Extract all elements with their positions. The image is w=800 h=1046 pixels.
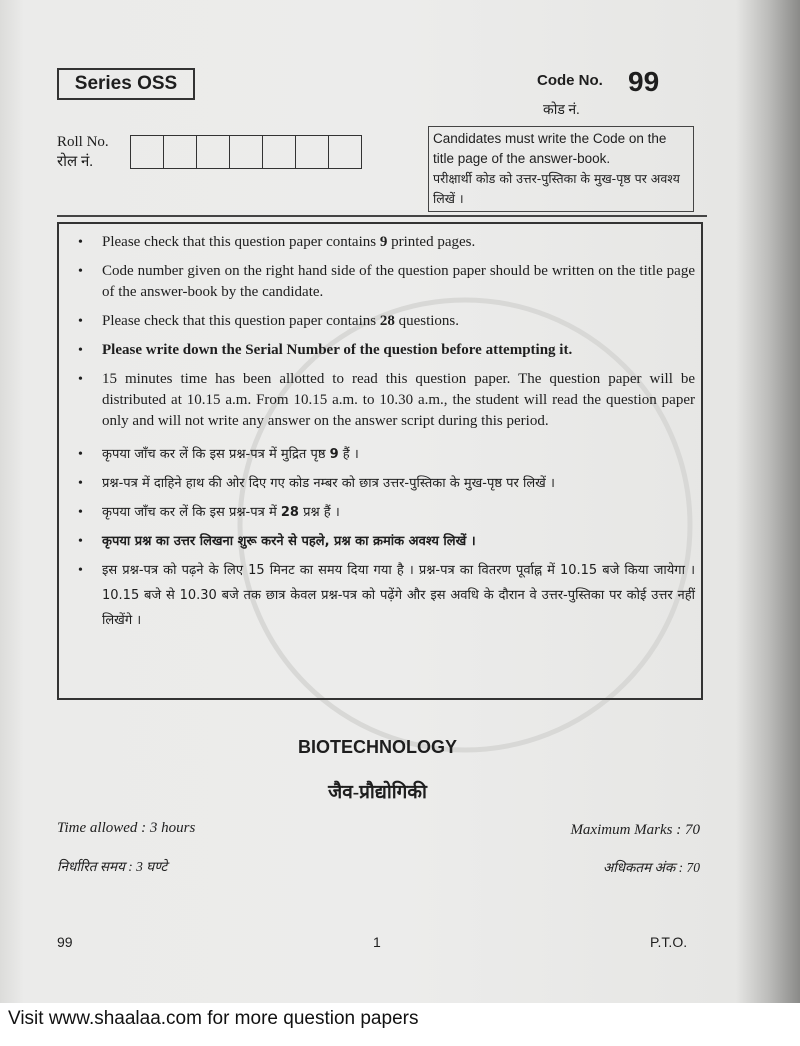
instruction-hi-3: [102, 500, 695, 525]
instruction-row: [59, 558, 695, 633]
roll-box: [164, 136, 197, 168]
roll-label-en: Roll No.: [57, 134, 109, 150]
bullet-icon: •: [78, 505, 83, 520]
roll-label-hi: रोल नं.: [57, 154, 94, 170]
bullet-icon: •: [78, 447, 83, 462]
bullet-icon: •: [78, 314, 83, 329]
instructions-english: [59, 232, 695, 432]
instruction-hi-5: [102, 558, 695, 633]
instruction-text: प्रश्न हैं ।: [298, 505, 340, 520]
roll-number-boxes: [130, 135, 362, 169]
instruction-text: questions.: [394, 313, 460, 329]
instruction-text: 9: [329, 447, 339, 462]
instruction-row: [59, 529, 695, 554]
code-label-hindi: कोड नं.: [543, 103, 580, 118]
roll-box: [230, 136, 263, 168]
instruction-en-1: [102, 232, 695, 253]
instruction-text: कृपया जाँच कर लें कि इस प्रश्न-पत्र में: [102, 505, 281, 520]
instruction-row: [59, 232, 695, 253]
instruction-row: [59, 369, 695, 432]
instruction-text: हैं ।: [338, 447, 359, 462]
roll-box: [263, 136, 296, 168]
instruction-row: [59, 442, 695, 467]
bullet-icon: •: [78, 264, 83, 279]
instruction-en-5: [102, 369, 695, 432]
instruction-en-3: [102, 311, 695, 332]
subject-title: BIOTECHNOLOGY: [297, 737, 457, 757]
roll-box: [329, 136, 361, 168]
maximum-marks: Maximum Marks : 70: [570, 822, 700, 838]
maximum-marks-hindi: अधिकतम अंक : 70: [602, 860, 700, 875]
instruction-text: 28: [280, 505, 299, 520]
instruction-text: प्रश्न-पत्र में दाहिने हाथ की ओर दिए गए कोड नम्बर को छात्र उत्तर-पुस्तिका के मुख-पृष्ठ पर लिखें ।: [102, 476, 555, 491]
footer-code: 99: [57, 934, 73, 950]
instruction-row: [59, 471, 695, 496]
instruction-text: Please check that this question paper contains: [102, 234, 380, 250]
bullet-icon: •: [78, 534, 83, 549]
instruction-row: [59, 500, 695, 525]
code-label: Code No.: [537, 72, 603, 89]
instruction-hi-2: [102, 471, 695, 496]
code-note-box: [428, 126, 694, 212]
instruction-en-2: [102, 261, 695, 303]
bullet-icon: •: [78, 235, 83, 250]
instruction-text: इस प्रश्न-पत्र को पढ़ने के लिए 15 मिनट का समय दिया गया है । प्रश्न-पत्र का वितरण पूर्वाह्न में 10.15 बजे किया जायेगा । 10.15 बजे से 10.30 बजे तक छात्र केवल प्रश्न-पत्र को पढ़ेंगे और इस अवधि के दौरान वे उत्तर-पुस्तिका पर कोई उत्तर नहीं लिखेंगे ।: [102, 563, 695, 628]
instruction-en-4: [102, 340, 695, 361]
roll-box: [197, 136, 230, 168]
instruction-text: 15 minutes time has been allotted to read this question paper. The question paper will be distributed at 10.15 a.m. From 10.15 a.m. to 10.30 a.m., the student will read the question paper only and will not write any answer on the answer script during this period.: [102, 371, 695, 429]
page-number: 1: [373, 934, 381, 950]
series-label: Series OSS: [57, 68, 195, 100]
instruction-text: 9: [379, 234, 388, 250]
visit-link[interactable]: Visit www.shaalaa.com for more question papers: [8, 1008, 419, 1029]
subject-title-hindi: जैव-प्रौद्योगिकी: [328, 782, 427, 803]
code-note-en: Candidates must write the Code on the title page of the answer-book.: [433, 131, 667, 166]
instruction-row: [59, 261, 695, 303]
code-note-hi: परीक्षार्थी कोड को उत्तर-पुस्तिका के मुख-पृष्ठ पर अवश्य लिखें ।: [433, 171, 680, 206]
instruction-text: 28: [379, 313, 395, 329]
instruction-text: Code number given on the right hand side of the question paper should be written on the title page of the answer-book by the candidate.: [102, 263, 695, 300]
instruction-row: [59, 311, 695, 332]
instruction-hi-1: [102, 442, 695, 467]
code-number: 99: [628, 66, 660, 97]
instruction-text: कृपया जाँच कर लें कि इस प्रश्न-पत्र में मुद्रित पृष्ठ: [102, 447, 330, 462]
bullet-icon: •: [78, 372, 83, 387]
instruction-text: Please write down the Serial Number of the question before attempting it.: [102, 342, 573, 358]
divider: [57, 215, 707, 217]
instruction-row: [59, 340, 695, 361]
instruction-text: कृपया प्रश्न का उत्तर लिखना शुरू करने से पहले, प्रश्न का क्रमांक अवश्य लिखें ।: [102, 534, 476, 549]
time-allowed-hindi: निर्धारित समय : 3 घण्टे: [57, 859, 168, 874]
bullet-icon: •: [78, 343, 83, 358]
roll-label: [57, 132, 109, 172]
bullet-icon: •: [78, 476, 83, 491]
instructions-hindi: [59, 442, 695, 633]
time-allowed: Time allowed : 3 hours: [57, 820, 196, 836]
instruction-hi-4: [102, 529, 695, 554]
instruction-text: printed pages.: [387, 234, 476, 250]
pto-label: P.T.O.: [650, 934, 688, 950]
roll-box: [296, 136, 329, 168]
bullet-icon: •: [78, 563, 83, 578]
instructions-box: [57, 222, 703, 700]
roll-box: [131, 136, 164, 168]
instruction-text: Please check that this question paper contains: [102, 313, 380, 329]
